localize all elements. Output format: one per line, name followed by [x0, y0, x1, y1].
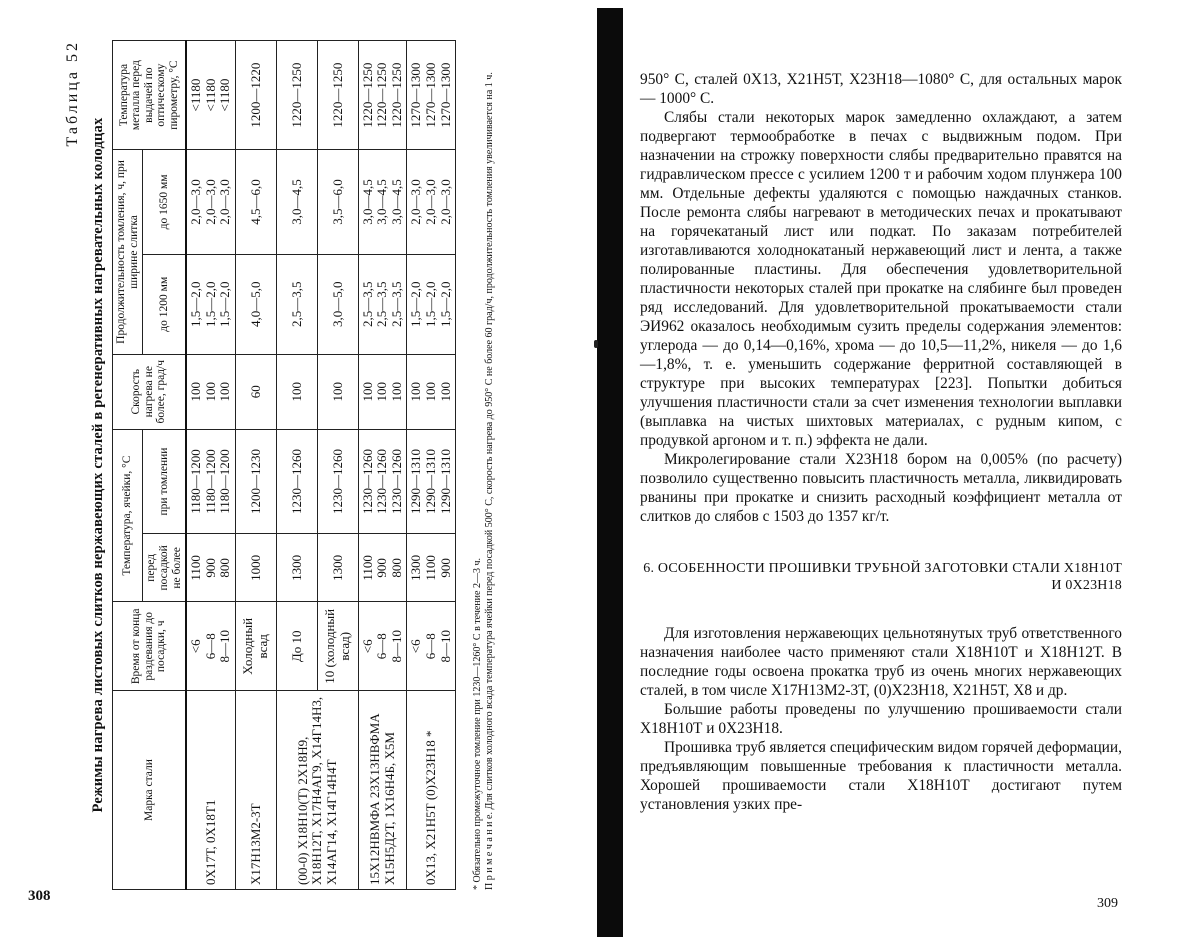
cell-d1650: 3,5—6,0: [317, 150, 358, 255]
cell-soak: 1230—1260 1230—1260 1230—1260: [358, 429, 407, 534]
cell-out: 1220—1250: [276, 41, 317, 150]
section-heading: 6. ОСОБЕННОСТИ ПРОШИВКИ ТРУБНОЙ ЗАГОТОВКИ СТАЛИ Х18Н10Т И 0Х23Н18: [643, 561, 1122, 593]
cell-d1200: 1,5—2,0 1,5—2,0 1,5—2,0: [407, 254, 456, 354]
cell-rate: 100 100 100: [407, 354, 456, 429]
header-grade: Марка стали: [113, 691, 187, 890]
cell-soak: 1230—1260: [317, 429, 358, 534]
cell-d1200: 4,0—5,0: [235, 254, 276, 354]
header-duration: Продолжительность томления, ч, при ширине слитка: [113, 150, 143, 355]
cell-rate: 100: [317, 354, 358, 429]
cell-soak: 1200—1230: [235, 429, 276, 534]
cell-grade: Х17Н13М2-3Т: [235, 691, 276, 890]
paragraph: Для изготовления нержавеющих цельнотянутых труб ответственного назначения наиболее часто применяют стали Х18Н10Т и Х18Н12Т. В последние годы освоена прокатка труб из очень многих нержавеющих сталей, в том числе Х17Н13М2-3Т, (0)Х23Н18, Х21Н5Т, Х8 и др.: [640, 625, 1122, 699]
cell-d1200: 2,5—3,5: [276, 254, 317, 354]
paragraph: Большие работы проведены по улучшению прошиваемости стали Х18Н10Т и 0Х23Н18.: [640, 701, 1122, 737]
header-out-temp: Температура металла перед выдачей по оптическому пирометру, °С: [113, 41, 187, 150]
header-dur-1650: до 1650 мм: [143, 150, 186, 255]
cell-out: 1270—1300 1270—1300 1270—1300: [407, 41, 456, 150]
footnote-note: П р и м е ч а н и е. Для слитков холодного всада температура ячейки перед посадкой 500° С, скорость нагрева до 950° С не более 60 град/ч, продолжительность томления увеличивается на 1 ч.: [484, 72, 495, 890]
cell-d1650: 3,0—4,5 3,0—4,5 3,0—4,5: [358, 150, 407, 255]
cell-d1650: 2,0—3,0 2,0—3,0 2,0—3,0: [186, 150, 235, 255]
cell-time: Холодный всад: [235, 602, 276, 691]
header-temperature: Температура, ячейки, °С: [113, 429, 143, 602]
rotated-table-block: [64, 40, 554, 890]
header-dur-1200: до 1200 мм: [143, 254, 186, 354]
cell-grade: 0Х13, Х21Н5Т (0)Х23Н18 *: [407, 691, 456, 890]
cell-d1650: 4,5—6,0: [235, 150, 276, 255]
page-number-left: 308: [28, 888, 51, 904]
table-row: [276, 41, 317, 890]
footnote-asterisk: * Обязательно промежуточное томление при 1230—1260° С в течение 2—3 ч.: [472, 558, 483, 890]
table-number: Таблица 52: [64, 40, 81, 147]
table-row: [235, 41, 276, 890]
cell-time: <6 6—8 8—10: [407, 602, 456, 691]
header-temp-soak: при томлении: [143, 429, 186, 534]
cell-d1650: 3,0—4,5: [276, 150, 317, 255]
cell-out: 1220—1250 1220—1250 1220—1250: [358, 41, 407, 150]
cell-out: <1180 <1180 <1180: [186, 41, 235, 150]
cell-soak: 1230—1260: [276, 429, 317, 534]
cell-before: 1000: [235, 534, 276, 602]
cell-soak: 1290—1310 1290—1310 1290—1310: [407, 429, 456, 534]
cell-before: 1300 1100 900: [407, 534, 456, 602]
cell-d1200: 1,5—2,0 1,5—2,0 1,5—2,0: [186, 254, 235, 354]
cell-grade: 15Х12НВМФА 23Х13НВФМА Х15Н5Д2Т, 1Х16Н4Б, Х5М: [358, 691, 407, 890]
cell-before: 1300: [317, 534, 358, 602]
header-time: Время от конца раздевания до посадки, ч: [113, 602, 187, 691]
cell-rate: 60: [235, 354, 276, 429]
cell-time: <6 6—8 8—10: [186, 602, 235, 691]
book-gutter-shadow: [597, 8, 623, 937]
cell-d1200: 2,5—3,5 2,5—3,5 2,5—3,5: [358, 254, 407, 354]
paragraph: 950° С, сталей 0Х13, Х21Н5Т, Х23Н18—1080° С, для остальных марок — 1000° С.: [640, 71, 1122, 107]
cell-rate: 100 100 100: [186, 354, 235, 429]
paragraph: Прошивка труб является специфическим видом горячей деформации, предъявляющим повышенные требования к пластичности металла. Хорошей прошиваемости стали Х18Н10Т достигают путем установления узких пре-: [640, 739, 1122, 813]
cell-time: 10 (холодный всад): [317, 602, 358, 691]
cell-before: 1100 900 800: [358, 534, 407, 602]
paragraph: Слябы стали некоторых марок замедленно охлаждают, а затем подвергают термообработке в печах с выдвижным подом. При назначении на строжку поверхности слябы предварительно правятся на гидравлическом прессе с усилием 1200 т и рабочим ходом плунжера 100 мм. Отдельные дефекты удаляются с помощью наждачных станков. После ремонта слябы нагревают в методических печах и прокатывают на горячекатаный лист или подкат. По заказам потребителей изготавливаются холоднокатаный нержавеющий лист и лента, а также полированные пластины. Для обеспечения удовлетворительной пластичности некоторых сталей при прокатке на слябинге был проведен ряд исследований. Для удовлетворительной прокатываемости стали ЭИ962 оказалось необходимым сузить пределы содержания элементов: углерода — до 0,14—0,16%, хрома — до 10,5—11,2%, никеля — до 1,6—1,8%, т. е. уменьшить содержание ферритной составляющей в структуре при высоких температурах [223]. Попытки добиться улучшения пластичности стали за счет изменения технологии выплавки (выплавка на чистых шихтовых материалах, с рудным кипом, с продувкой аргоном и т. п.) эффекта не дали.: [640, 109, 1122, 449]
cell-rate: 100: [276, 354, 317, 429]
table-row: [358, 41, 407, 890]
left-page: [0, 0, 592, 937]
page-number-right: 309: [1097, 896, 1118, 911]
cell-rate: 100 100 100: [358, 354, 407, 429]
paragraph: Микролегирование стали Х23Н18 бором на 0,005% (по расчету) позволило существенно повысить пластичность металла, ликвидировать рванины при прокатке и снизить расходный коэффициент металла от слитков до слябов с 1503 до 1357 кг/т.: [640, 451, 1122, 525]
right-page: [640, 70, 1122, 937]
cell-before: 1300: [276, 534, 317, 602]
table-footnotes: [472, 40, 496, 890]
gutter-mark: [594, 340, 598, 348]
cell-out: 1220—1250: [317, 41, 358, 150]
table-caption: Режимы нагрева листовых слитков нержавеющих сталей в регенеративных нагревательных колодцах: [90, 117, 106, 813]
table-row: [186, 41, 235, 890]
cell-before: 1100 900 800: [186, 534, 235, 602]
heating-modes-table: [112, 40, 456, 890]
table-row: [407, 41, 456, 890]
cell-d1650: 2,0—3,0 2,0—3,0 2,0—3,0: [407, 150, 456, 255]
cell-d1200: 3,0—5,0: [317, 254, 358, 354]
cell-grade: 0Х17Т, 0Х18Т1: [186, 691, 235, 890]
header-rate: Скорость нагрева не более, град/ч: [113, 354, 187, 429]
cell-grade: (00-0) Х18Н10(Т) 2Х18Н9, Х18Н12Т, Х17Н4АГ9, Х14Г14Н3, Х14АГ14, Х14Г14Н4Т: [276, 691, 358, 890]
cell-time: <6 6—8 8—10: [358, 602, 407, 691]
cell-soak: 1180—1200 1180—1200 1180—1200: [186, 429, 235, 534]
header-temp-before: перед посадкой не более: [143, 534, 186, 602]
cell-out: 1200—1220: [235, 41, 276, 150]
cell-time: До 10: [276, 602, 317, 691]
